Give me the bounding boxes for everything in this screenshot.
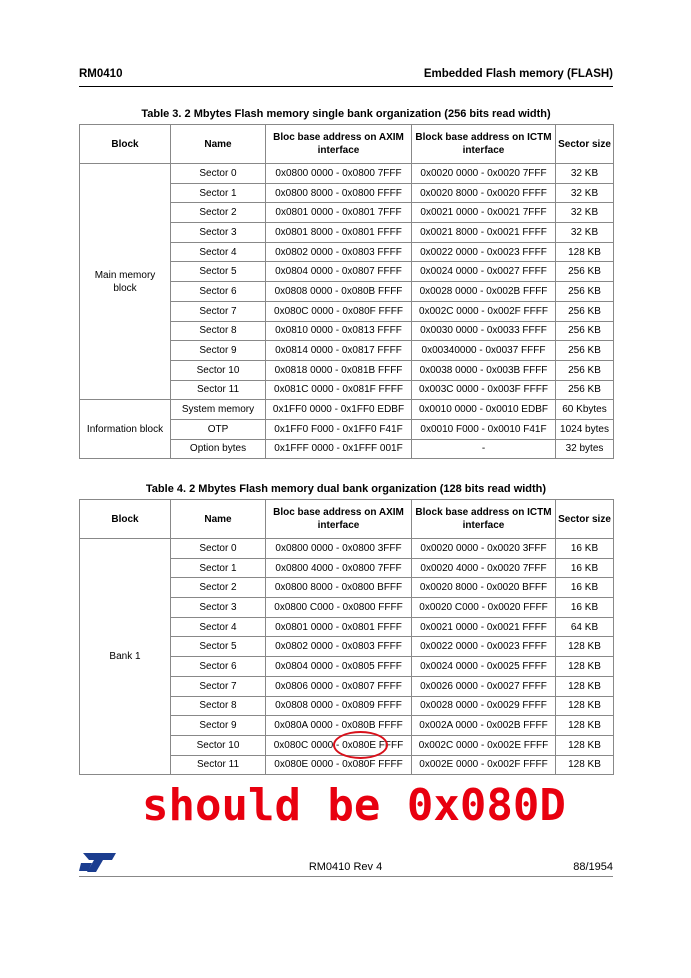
column-header: Sector size [556, 500, 614, 539]
name-cell: Sector 4 [171, 242, 266, 262]
name-cell: System memory [171, 400, 266, 420]
name-cell: OTP [171, 419, 266, 439]
column-header: Bloc base address on AXIM interface [266, 125, 412, 164]
name-cell: Sector 2 [171, 203, 266, 223]
section-title: Embedded Flash memory (FLASH) [423, 68, 613, 80]
ictm-address-cell: 0x0022 0000 - 0x0023 FFFF [412, 637, 556, 657]
axim-address-cell: 0x1FF0 F000 - 0x1FF0 F41F [266, 419, 412, 439]
axim-address-cell: 0x1FF0 0000 - 0x1FF0 EDBF [266, 400, 412, 420]
page-header [79, 68, 613, 84]
name-cell: Sector 7 [171, 301, 266, 321]
size-cell: 32 KB [556, 164, 614, 184]
header-rule [79, 86, 613, 87]
axim-address-cell: 0x0802 0000 - 0x0803 FFFF [266, 242, 412, 262]
ictm-address-cell: 0x002C 0000 - 0x002F FFFF [412, 301, 556, 321]
footer-rule [79, 876, 613, 877]
doc-id: RM0410 [79, 68, 123, 80]
size-cell: 128 KB [556, 755, 614, 775]
name-cell: Sector 1 [171, 183, 266, 203]
ictm-address-cell: 0x0028 0000 - 0x0029 FFFF [412, 696, 556, 716]
name-cell: Sector 1 [171, 558, 266, 578]
column-header: Sector size [556, 125, 614, 164]
column-header: Block [80, 125, 171, 164]
axim-address-cell: 0x0808 0000 - 0x0809 FFFF [266, 696, 412, 716]
size-cell: 128 KB [556, 696, 614, 716]
axim-address-cell: 0x0801 0000 - 0x0801 FFFF [266, 617, 412, 637]
size-cell: 64 KB [556, 617, 614, 637]
axim-address-cell: 0x0806 0000 - 0x0807 FFFF [266, 676, 412, 696]
ictm-address-cell: 0x0020 8000 - 0x0020 BFFF [412, 578, 556, 598]
column-header: Bloc base address on AXIM interface [266, 500, 412, 539]
size-cell: 256 KB [556, 341, 614, 361]
axim-address-cell: 0x0801 8000 - 0x0801 FFFF [266, 223, 412, 243]
axim-address-cell: 0x0800 8000 - 0x0800 FFFF [266, 183, 412, 203]
table-row [80, 164, 614, 184]
name-cell: Sector 8 [171, 696, 266, 716]
size-cell: 16 KB [556, 558, 614, 578]
name-cell: Sector 9 [171, 341, 266, 361]
header-row [80, 500, 614, 539]
block-cell: Main memory block [80, 164, 171, 400]
axim-address-cell: 0x0800 4000 - 0x0800 7FFF [266, 558, 412, 578]
size-cell: 128 KB [556, 716, 614, 736]
axim-address-cell: 0x080A 0000 - 0x080B FFFF [266, 716, 412, 736]
name-cell: Sector 5 [171, 637, 266, 657]
ictm-address-cell: 0x002A 0000 - 0x002B FFFF [412, 716, 556, 736]
ictm-address-cell: 0x0024 0000 - 0x0027 FFFF [412, 262, 556, 282]
size-cell: 256 KB [556, 262, 614, 282]
axim-address-cell: 0x0800 0000 - 0x0800 7FFF [266, 164, 412, 184]
size-cell: 128 KB [556, 242, 614, 262]
size-cell: 128 KB [556, 657, 614, 677]
name-cell: Sector 5 [171, 262, 266, 282]
name-cell: Sector 9 [171, 716, 266, 736]
ictm-address-cell: 0x0020 8000 - 0x0020 FFFF [412, 183, 556, 203]
name-cell: Sector 11 [171, 755, 266, 775]
name-cell: Sector 3 [171, 223, 266, 243]
size-cell: 60 Kbytes [556, 400, 614, 420]
axim-address-cell: 0x0814 0000 - 0x0817 FFFF [266, 341, 412, 361]
name-cell: Sector 4 [171, 617, 266, 637]
name-cell: Sector 6 [171, 282, 266, 302]
table4-caption: Table 4. 2 Mbytes Flash memory dual bank organization (128 bits read width) [145, 483, 547, 495]
axim-address-cell: 0x0800 0000 - 0x0800 3FFF [266, 539, 412, 559]
axim-address-cell: 0x0810 0000 - 0x0813 FFFF [266, 321, 412, 341]
footer-page-number: 88/1954 [573, 861, 613, 873]
ictm-address-cell: 0x0021 8000 - 0x0021 FFFF [412, 223, 556, 243]
name-cell: Sector 7 [171, 676, 266, 696]
column-header: Name [171, 125, 266, 164]
name-cell: Sector 6 [171, 657, 266, 677]
name-cell: Option bytes [171, 439, 266, 459]
size-cell: 256 KB [556, 301, 614, 321]
name-cell: Sector 10 [171, 360, 266, 380]
size-cell: 32 KB [556, 203, 614, 223]
size-cell: 256 KB [556, 380, 614, 400]
name-cell: Sector 0 [171, 164, 266, 184]
correction-note: should be 0x080D [142, 780, 566, 831]
column-header: Block [80, 500, 171, 539]
axim-address-cell: 0x0800 C000 - 0x0800 FFFF [266, 598, 412, 618]
table-row [80, 400, 614, 420]
ictm-address-cell: 0x003C 0000 - 0x003F FFFF [412, 380, 556, 400]
ictm-address-cell: 0x0024 0000 - 0x0025 FFFF [412, 657, 556, 677]
block-cell: Information block [80, 400, 171, 459]
ictm-address-cell: 0x002E 0000 - 0x002F FFFF [412, 755, 556, 775]
ictm-address-cell: 0x0021 0000 - 0x0021 7FFF [412, 203, 556, 223]
axim-address-cell: 0x0804 0000 - 0x0805 FFFF [266, 657, 412, 677]
ictm-address-cell: 0x0020 4000 - 0x0020 7FFF [412, 558, 556, 578]
size-cell: 16 KB [556, 539, 614, 559]
column-header: Name [171, 500, 266, 539]
size-cell: 32 bytes [556, 439, 614, 459]
ictm-address-cell: - [412, 439, 556, 459]
table-row [80, 539, 614, 559]
header-row [80, 125, 614, 164]
size-cell: 32 KB [556, 183, 614, 203]
ictm-address-cell: 0x0026 0000 - 0x0027 FFFF [412, 676, 556, 696]
size-cell: 256 KB [556, 282, 614, 302]
size-cell: 128 KB [556, 676, 614, 696]
ictm-address-cell: 0x0021 0000 - 0x0021 FFFF [412, 617, 556, 637]
ictm-address-cell: 0x0020 C000 - 0x0020 FFFF [412, 598, 556, 618]
block-cell: Bank 1 [80, 539, 171, 775]
size-cell: 1024 bytes [556, 419, 614, 439]
size-cell: 256 KB [556, 360, 614, 380]
axim-address-cell: 0x080C 0000 - 0x080F FFFF [266, 301, 412, 321]
ictm-address-cell: 0x0010 0000 - 0x0010 EDBF [412, 400, 556, 420]
axim-address-cell: 0x080E 0000 - 0x080F FFFF [266, 755, 412, 775]
ictm-address-cell: 0x0020 0000 - 0x0020 3FFF [412, 539, 556, 559]
size-cell: 128 KB [556, 735, 614, 755]
ictm-address-cell: 0x0038 0000 - 0x003B FFFF [412, 360, 556, 380]
axim-address-cell: 0x0804 0000 - 0x0807 FFFF [266, 262, 412, 282]
axim-address-cell: 0x0801 0000 - 0x0801 7FFF [266, 203, 412, 223]
name-cell: Sector 10 [171, 735, 266, 755]
axim-address-cell: 0x081C 0000 - 0x081F FFFF [266, 380, 412, 400]
axim-address-cell: 0x0818 0000 - 0x081B FFFF [266, 360, 412, 380]
size-cell: 256 KB [556, 321, 614, 341]
ictm-address-cell: 0x0010 F000 - 0x0010 F41F [412, 419, 556, 439]
ictm-address-cell: 0x0022 0000 - 0x0023 FFFF [412, 242, 556, 262]
name-cell: Sector 3 [171, 598, 266, 618]
name-cell: Sector 2 [171, 578, 266, 598]
ictm-address-cell: 0x0020 0000 - 0x0020 7FFF [412, 164, 556, 184]
table3 [79, 124, 614, 459]
ictm-address-cell: 0x00340000 - 0x0037 FFFF [412, 341, 556, 361]
column-header: Block base address on ICTM interface [412, 500, 556, 539]
ictm-address-cell: 0x002C 0000 - 0x002E FFFF [412, 735, 556, 755]
axim-address-cell: 0x0800 8000 - 0x0800 BFFF [266, 578, 412, 598]
column-header: Block base address on ICTM interface [412, 125, 556, 164]
size-cell: 16 KB [556, 598, 614, 618]
size-cell: 16 KB [556, 578, 614, 598]
footer-revision: RM0410 Rev 4 [308, 861, 383, 873]
ictm-address-cell: 0x0030 0000 - 0x0033 FFFF [412, 321, 556, 341]
size-cell: 32 KB [556, 223, 614, 243]
size-cell: 128 KB [556, 637, 614, 657]
ictm-address-cell: 0x0028 0000 - 0x002B FFFF [412, 282, 556, 302]
axim-address-cell: 0x0802 0000 - 0x0803 FFFF [266, 637, 412, 657]
name-cell: Sector 0 [171, 539, 266, 559]
axim-address-cell: 0x0808 0000 - 0x080B FFFF [266, 282, 412, 302]
correction-circle [333, 731, 388, 759]
axim-address-cell: 0x1FFF 0000 - 0x1FFF 001F [266, 439, 412, 459]
name-cell: Sector 11 [171, 380, 266, 400]
table3-caption: Table 3. 2 Mbytes Flash memory single bank organization (256 bits read width) [141, 108, 551, 120]
axim-address-cell: 0x080C 0000 - 0x080E FFFF [266, 735, 412, 755]
name-cell: Sector 8 [171, 321, 266, 341]
